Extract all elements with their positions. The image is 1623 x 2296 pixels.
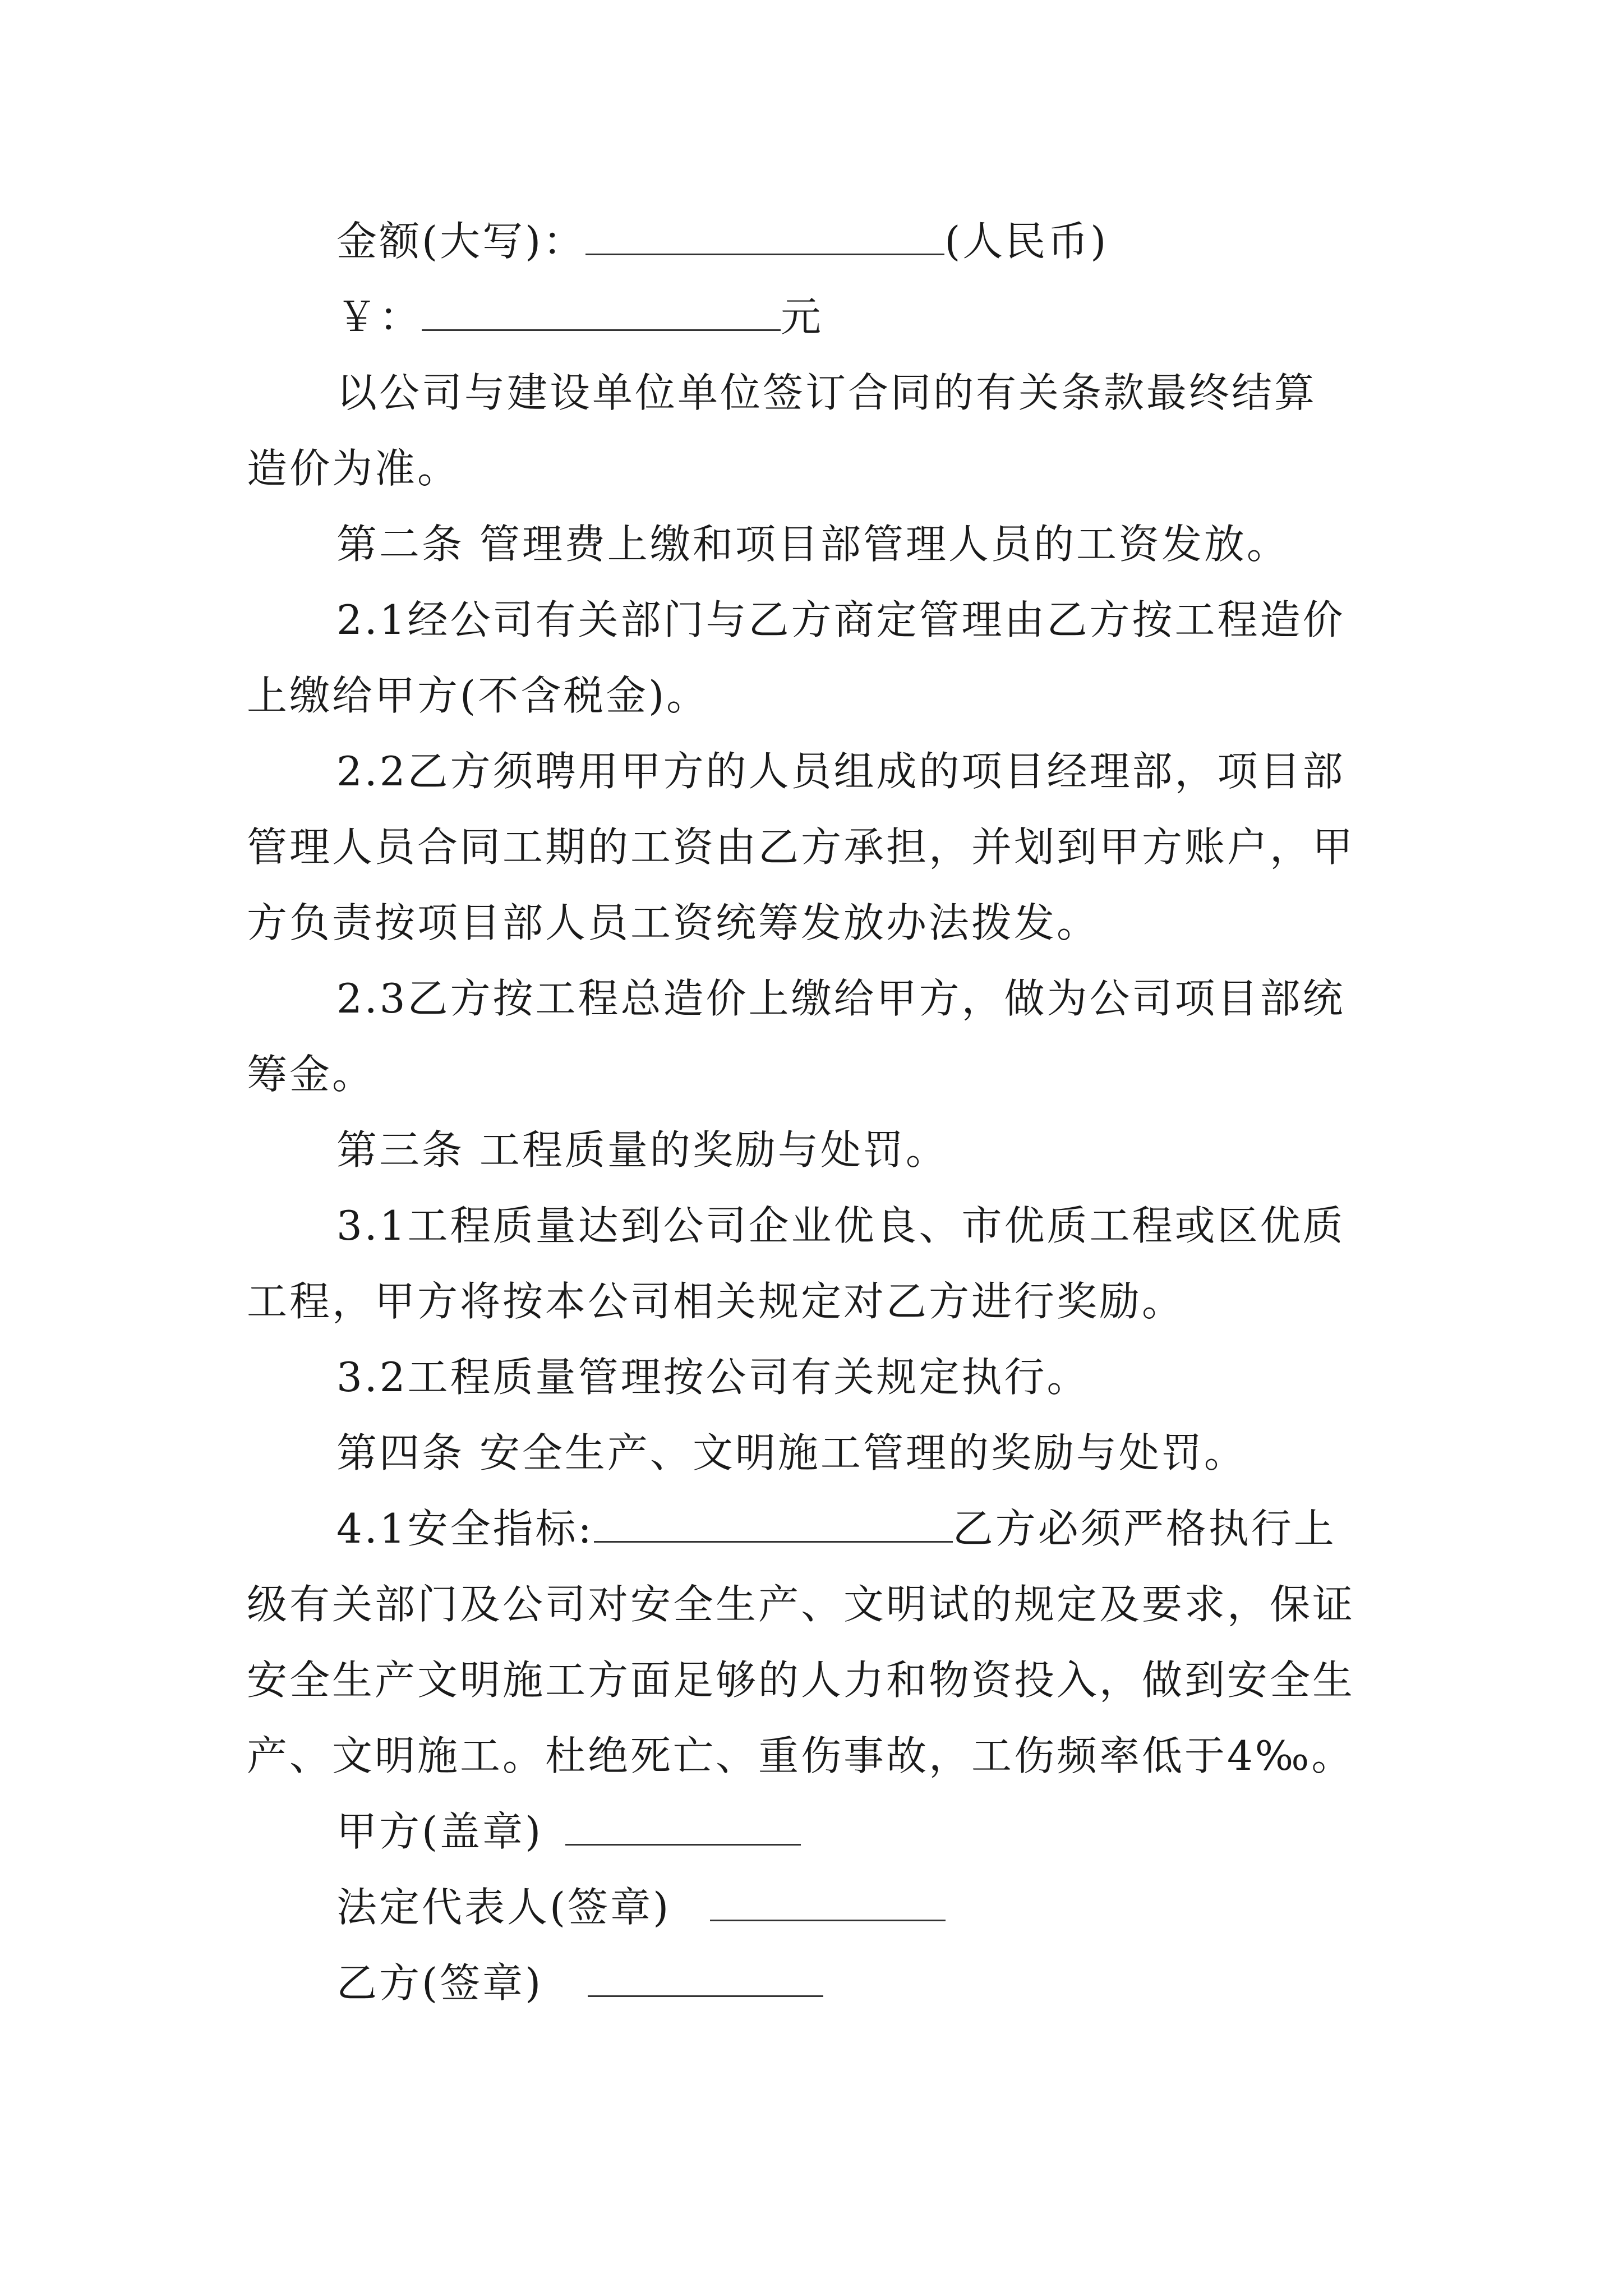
- legal-rep-label: 法定代表人(签章): [336, 1884, 671, 1931]
- paragraph-line: 筹金。: [247, 1051, 375, 1098]
- article-heading: 第三条 工程质量的奖励与处罚。: [336, 1126, 948, 1174]
- paragraph-line: 3.1工程质量达到公司企业优良、市优质工程或区优质: [336, 1202, 1345, 1249]
- party-b-signature-blank[interactable]: [588, 1962, 823, 1997]
- safety-line: [336, 1503, 1336, 1554]
- paragraph-line: 以公司与建设单位单位签订合同的有关条款最终结算: [336, 369, 1317, 416]
- safety-label: 4.1安全指标:: [336, 1505, 594, 1552]
- legal-rep-line: [336, 1882, 946, 1932]
- paragraph-line: 3.2工程质量管理按公司有关规定执行。: [336, 1354, 1090, 1401]
- paragraph-line: 安全生产文明施工方面足够的人力和物资投入，做到安全生: [247, 1657, 1355, 1704]
- party-a-label: 甲方(盖章): [336, 1808, 543, 1855]
- yen-blank[interactable]: [422, 296, 781, 331]
- safety-blank[interactable]: [594, 1507, 953, 1543]
- paragraph-line: 上缴给甲方(不含税金)。: [247, 672, 709, 719]
- article-heading: 第四条 安全生产、文明施工管理的奖励与处罚。: [336, 1429, 1247, 1476]
- paragraph-line: 产、文明施工。杜绝死亡、重伤事故，工伤频率低于4‰。: [247, 1732, 1354, 1779]
- paragraph-line: 方负责按项目部人员工资统筹发放办法拨发。: [247, 899, 1100, 946]
- party-b-line: [336, 1958, 823, 2008]
- paragraph-line: 工程，甲方将按本公司相关规定对乙方进行奖励。: [247, 1278, 1185, 1325]
- amount-line: [336, 216, 1108, 266]
- safety-suffix: 乙方必须严格执行上: [952, 1505, 1336, 1552]
- paragraph-line: 2.1经公司有关部门与乙方商定管理由乙方按工程造价: [336, 596, 1345, 643]
- legal-rep-signature-blank[interactable]: [710, 1886, 946, 1921]
- amount-blank[interactable]: [585, 220, 944, 255]
- party-a-signature-blank[interactable]: [565, 1810, 801, 1846]
- paragraph-line: 级有关部门及公司对安全生产、文明试的规定及要求，保证: [247, 1581, 1355, 1628]
- paragraph-line: 2.3乙方按工程总造价上缴给甲方，做为公司项目部统: [336, 975, 1345, 1022]
- amount-suffix: (人民币): [944, 218, 1109, 265]
- amount-label: 金额(大写)：: [336, 218, 586, 265]
- yen-line: [336, 292, 823, 342]
- party-a-line: [336, 1806, 801, 1857]
- article-heading: 第二条 管理费上缴和项目部管理人员的工资发放。: [336, 521, 1289, 568]
- paragraph-line: 2.2乙方须聘用甲方的人员组成的项目经理部，项目部: [336, 748, 1345, 795]
- party-b-label: 乙方(签章): [336, 1959, 543, 2007]
- yen-suffix: 元: [781, 293, 824, 341]
- paragraph-line: 管理人员合同工期的工资由乙方承担，并划到甲方账户，甲: [247, 823, 1355, 871]
- yen-label: ￥：: [336, 293, 422, 341]
- paragraph-line: 造价为准。: [247, 445, 460, 492]
